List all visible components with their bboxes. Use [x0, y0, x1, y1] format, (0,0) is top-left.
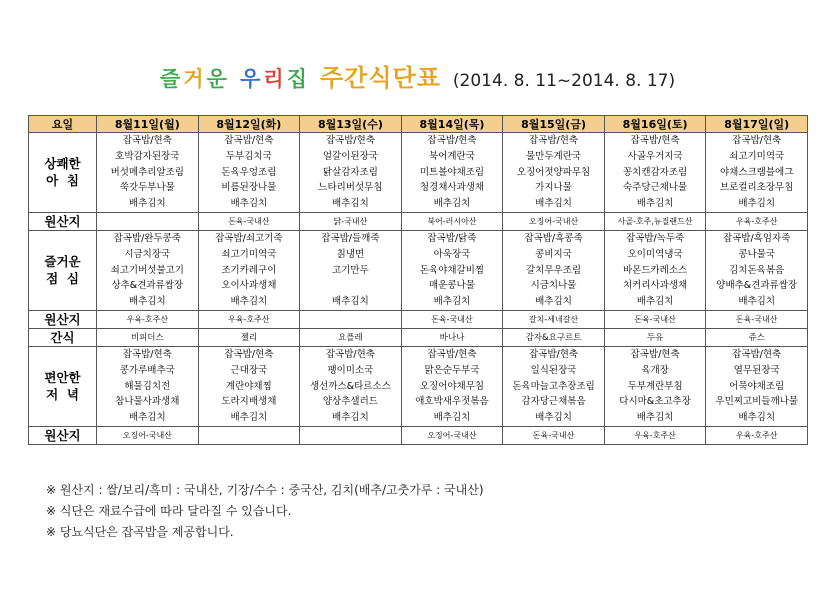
menu-item: 양배추&견과류쌈장 — [716, 280, 798, 292]
menu-item: 잡곡밥/녹두죽 — [625, 232, 685, 244]
day-header: 8월11일(월) — [97, 116, 199, 133]
menu-item: 배추김치 — [230, 412, 268, 424]
menu-item: 계란야채찜 — [225, 380, 272, 392]
menu-item: 가지나물 — [535, 182, 572, 194]
menu-item: 돈육마늘고추장조림 — [512, 380, 595, 392]
menu-item: 배추김치 — [332, 412, 369, 424]
menu-item: 잡곡밥/현축 — [732, 135, 782, 146]
menu-item: 양상추샐러드 — [322, 396, 378, 408]
menu-item: 팽이미소국 — [327, 364, 374, 376]
menu-item: 잡곡밥/현축 — [528, 135, 579, 146]
dinner-menu-cell — [300, 346, 402, 426]
menu-item: 호박감자된장국 — [115, 150, 180, 162]
lunch-menu-cell — [503, 230, 605, 310]
menu-item: 일식된장국 — [530, 364, 577, 376]
dinner-origin-value — [198, 426, 300, 444]
breakfast-menu-cell — [401, 133, 503, 213]
snack-value: 비피더스 — [97, 328, 199, 346]
breakfast-menu-cell — [604, 133, 706, 213]
lunch-origin-row — [29, 310, 808, 328]
breakfast-origin-value: 돈육-국내산 — [198, 212, 300, 230]
day-header: 8월14일(목) — [401, 116, 503, 133]
snack-value: 요플레 — [300, 328, 402, 346]
menu-item: 잡곡밥/현축 — [122, 348, 172, 360]
menu-item: 배추김치 — [433, 198, 471, 210]
title-family-name: 즐거운 우리집 — [159, 67, 310, 91]
dinner-menu-cell — [198, 346, 300, 426]
menu-item: 도라지배생채 — [221, 396, 277, 408]
notes — [46, 480, 484, 543]
dinner-origin-row — [29, 426, 808, 444]
menu-item: 잡곡밥/들깨죽 — [321, 232, 380, 244]
dinner-origin-value: 우육-호주산 — [604, 426, 706, 444]
day-header: 8월13일(수) — [300, 116, 402, 133]
menu-item: 배추김치 — [128, 412, 166, 424]
breakfast-menu-cell — [300, 133, 402, 213]
menu-item: 배추김치 — [738, 296, 776, 308]
menu-item — [300, 278, 401, 294]
menu-item: 쇠고기미역국 — [221, 248, 277, 260]
breakfast-menu-cell — [198, 133, 300, 213]
breakfast-menu-cell — [503, 133, 605, 213]
breakfast-origin-value: 우육-호주산 — [706, 212, 808, 230]
menu-item: 칡냉면 — [336, 248, 365, 260]
menu-item: 상추&견과류쌈장 — [111, 280, 184, 292]
menu-item: 맑은순두부국 — [424, 364, 480, 376]
menu-item: 배추김치 — [535, 412, 572, 424]
menu-item: 잡곡밥/흑임자죽 — [722, 232, 791, 244]
menu-item: 잡곡밥/닭죽 — [427, 232, 477, 244]
snack-value: 감자&요구르트 — [503, 328, 605, 346]
breakfast-origin-value — [97, 212, 199, 230]
dinner-menu-cell — [97, 346, 199, 426]
lunch-origin-value: 갈치-세네갈산 — [503, 310, 605, 328]
menu-item: 잡곡밥/현축 — [630, 348, 680, 360]
menu-item: 열무된장국 — [733, 364, 780, 376]
menu-item: 배추김치 — [738, 412, 776, 424]
menu-item: 감자당근채볶음 — [521, 396, 586, 408]
breakfast-origin-value: 사골-호주,뉴질랜드산 — [604, 212, 706, 230]
menu-item: 버섯메추리알조림 — [110, 166, 184, 178]
menu-item: 배추김치 — [738, 198, 776, 210]
menu-item: 김치돈육볶음 — [729, 264, 785, 276]
menu-item: 어묵야채조림 — [729, 380, 785, 392]
breakfast-origin-value: 북어-러시아산 — [401, 212, 503, 230]
menu-item: 얼갈이된장국 — [322, 150, 378, 162]
dinner-origin-value: 우육-호주산 — [706, 426, 808, 444]
menu-item: 야채스크램블에그 — [719, 166, 794, 178]
breakfast-origin-label: 원산지 — [29, 212, 97, 230]
menu-item: 잡곡밥/현축 — [224, 348, 274, 360]
menu-item: 배추김치 — [230, 198, 268, 210]
dinner-origin-value — [300, 426, 402, 444]
menu-item: 참나물사과생채 — [115, 396, 180, 408]
menu-item: 배추김치 — [535, 296, 572, 308]
menu-item: 잡곡밥/현축 — [732, 348, 782, 360]
breakfast-menu-cell — [706, 133, 808, 213]
menu-item: 오이미역냉국 — [627, 248, 683, 260]
menu-item: 잡곡밥/현축 — [427, 135, 477, 146]
dinner-menu-cell — [401, 346, 503, 426]
snack-value: 젤리 — [198, 328, 300, 346]
menu-item: 쇠고기버섯불고기 — [110, 264, 184, 276]
page-title — [0, 58, 835, 93]
breakfast-origin-value: 오징어-국내산 — [503, 212, 605, 230]
day-header: 8월16일(토) — [604, 116, 706, 133]
menu-item: 물만두계란국 — [526, 150, 582, 162]
lunch-origin-value: 돈육-국내산 — [401, 310, 503, 328]
dinner-label-line1: 편안한 — [44, 370, 81, 386]
menu-item: 브로컬리초장무침 — [719, 182, 794, 194]
menu-item: 육개장 — [641, 364, 669, 376]
note-origin: ※ 원산지 : 쌀/보리/흑미 : 국내산, 기장/수수 : 중국산, 김치(배추/고춧가루 : 국내산) — [46, 483, 484, 497]
menu-item: 배추김치 — [535, 198, 572, 210]
breakfast-row — [29, 133, 808, 213]
menu-item: 닭살감자조림 — [322, 166, 378, 178]
menu-item: 배추김치 — [332, 296, 369, 308]
menu-item: 시금치장국 — [124, 248, 171, 260]
menu-item: 잡곡밥/현축 — [528, 348, 579, 360]
menu-item: 꽁치캔감자조림 — [622, 166, 688, 178]
menu-item: 배추김치 — [636, 198, 674, 210]
menu-item: 배추김치 — [433, 296, 471, 308]
menu-item: 숙주당근채나물 — [622, 182, 688, 194]
menu-item: 근대장국 — [230, 364, 268, 376]
snack-value: 두유 — [604, 328, 706, 346]
menu-item: 잡곡밥/현축 — [427, 348, 477, 360]
menu-item: 잡곡밥/현축 — [325, 348, 375, 360]
menu-item: 매운콩나물 — [429, 280, 475, 292]
dinner-origin-label: 원산지 — [29, 426, 97, 444]
menu-item: 잡곡밥/현축 — [122, 135, 172, 146]
menu-item: 해물김치전 — [124, 380, 171, 392]
dinner-origin-value: 오징어-국내산 — [401, 426, 503, 444]
menu-item: 배추김치 — [128, 296, 166, 308]
menu-item: 잡곡밥/현축 — [630, 135, 680, 146]
menu-item: 치커리사과생채 — [622, 280, 688, 292]
dinner-menu-cell — [706, 346, 808, 426]
menu-item: 오징어야채무침 — [419, 380, 485, 392]
note-diabetes: ※ 당뇨식단은 잡곡밥을 제공합니다. — [46, 525, 234, 539]
menu-item: 우민찌고비들깨나물 — [715, 396, 798, 408]
lunch-menu-cell — [300, 230, 402, 310]
menu-item: 쇠고기미역국 — [729, 150, 785, 162]
breakfast-label-line2: 아 침 — [46, 173, 79, 189]
weekly-menu-table — [28, 115, 808, 445]
lunch-origin-value: 우육-호주산 — [97, 310, 199, 328]
dinner-label — [29, 346, 97, 426]
header-label: 요일 — [29, 116, 97, 133]
menu-item: 잡곡밥/쇠고기죽 — [215, 232, 283, 244]
menu-item: 돈육야채갈비찜 — [419, 264, 485, 276]
menu-item: 바몬드카레소스 — [622, 264, 688, 276]
day-header: 8월15일(금) — [503, 116, 605, 133]
breakfast-label-line1: 상쾌한 — [44, 156, 81, 172]
dinner-row — [29, 346, 808, 426]
menu-item: 아욱장국 — [433, 248, 471, 260]
lunch-origin-value: 돈육-국내산 — [706, 310, 808, 328]
lunch-label — [29, 230, 97, 310]
menu-item: 콩나물국 — [738, 248, 776, 260]
header-row — [29, 116, 808, 133]
dinner-menu-cell — [604, 346, 706, 426]
menu-item: 고기만두 — [332, 264, 369, 276]
menu-item: 잡곡밥/현축 — [224, 135, 274, 146]
snack-row — [29, 328, 808, 346]
menu-item: 청경채사과생채 — [419, 182, 485, 194]
note-supply: ※ 식단은 재료수급에 따라 달라질 수 있습니다. — [46, 504, 292, 518]
lunch-menu-cell — [97, 230, 199, 310]
menu-item: 잡곡밥/완두콩죽 — [113, 232, 181, 244]
lunch-origin-label: 원산지 — [29, 310, 97, 328]
menu-item: 느타리버섯무침 — [318, 182, 383, 194]
lunch-row — [29, 230, 808, 310]
menu-item: 배추김치 — [230, 296, 268, 308]
lunch-label-line2: 점 심 — [46, 271, 79, 287]
snack-value: 쥬스 — [706, 328, 808, 346]
menu-item: 애호박새우젓볶음 — [415, 396, 489, 408]
menu-item: 콩비지국 — [535, 248, 572, 260]
lunch-menu-cell — [401, 230, 503, 310]
title-weekly-menu: 주간식단표 — [320, 64, 441, 92]
lunch-origin-value: 우육-호주산 — [198, 310, 300, 328]
menu-item: 두부계란부침 — [627, 380, 683, 392]
menu-item: 북어계란국 — [429, 150, 475, 162]
menu-item: 사골우거지국 — [627, 150, 683, 162]
lunch-menu-cell — [706, 230, 808, 310]
menu-item: 콩가루배추국 — [119, 364, 175, 376]
menu-item: 조기카레구이 — [221, 264, 277, 276]
menu-item: 배추김치 — [433, 412, 471, 424]
menu-item: 두부김치국 — [225, 150, 272, 162]
breakfast-label — [29, 133, 97, 213]
menu-item: 오이사과생채 — [221, 280, 277, 292]
menu-item: 비름된장나물 — [221, 182, 277, 194]
menu-item: 시금치나물 — [530, 280, 577, 292]
menu-item: 배추김치 — [636, 412, 674, 424]
menu-item: 돈육우엉조림 — [221, 166, 277, 178]
menu-item: 미트볼야채조림 — [419, 166, 485, 178]
menu-item: 배추김치 — [636, 296, 674, 308]
menu-item: 생선까스&타르소스 — [309, 380, 391, 392]
dinner-origin-value: 돈육-국내산 — [503, 426, 605, 444]
breakfast-origin-value: 닭-국내산 — [300, 212, 402, 230]
title-date-range: (2014. 8. 11~2014. 8. 17) — [452, 71, 676, 91]
breakfast-origin-row — [29, 212, 808, 230]
day-header: 8월17일(일) — [706, 116, 808, 133]
snack-label: 간식 — [29, 328, 97, 346]
menu-item: 잡곡밥/현축 — [325, 135, 375, 146]
dinner-label-line2: 저 녁 — [46, 387, 79, 403]
menu-item: 쑥갓두부나물 — [119, 182, 175, 194]
day-header: 8월12일(화) — [198, 116, 300, 133]
menu-item: 갈치무우조림 — [526, 264, 582, 276]
snack-value: 바나나 — [401, 328, 503, 346]
lunch-menu-cell — [604, 230, 706, 310]
lunch-origin-value: 돈육-국내산 — [604, 310, 706, 328]
breakfast-menu-cell — [97, 133, 199, 213]
dinner-menu-cell — [503, 346, 605, 426]
dinner-origin-value: 오징어-국내산 — [97, 426, 199, 444]
lunch-label-line1: 즐거운 — [44, 254, 81, 270]
menu-item: 다시마&초고추장 — [619, 396, 691, 408]
menu-item: 오징어젓양파무침 — [516, 166, 591, 178]
lunch-origin-value — [300, 310, 402, 328]
lunch-menu-cell — [198, 230, 300, 310]
menu-item: 배추김치 — [332, 198, 369, 210]
menu-item: 배추김치 — [128, 198, 166, 210]
menu-item: 잡곡밥/흑콩죽 — [524, 232, 583, 244]
